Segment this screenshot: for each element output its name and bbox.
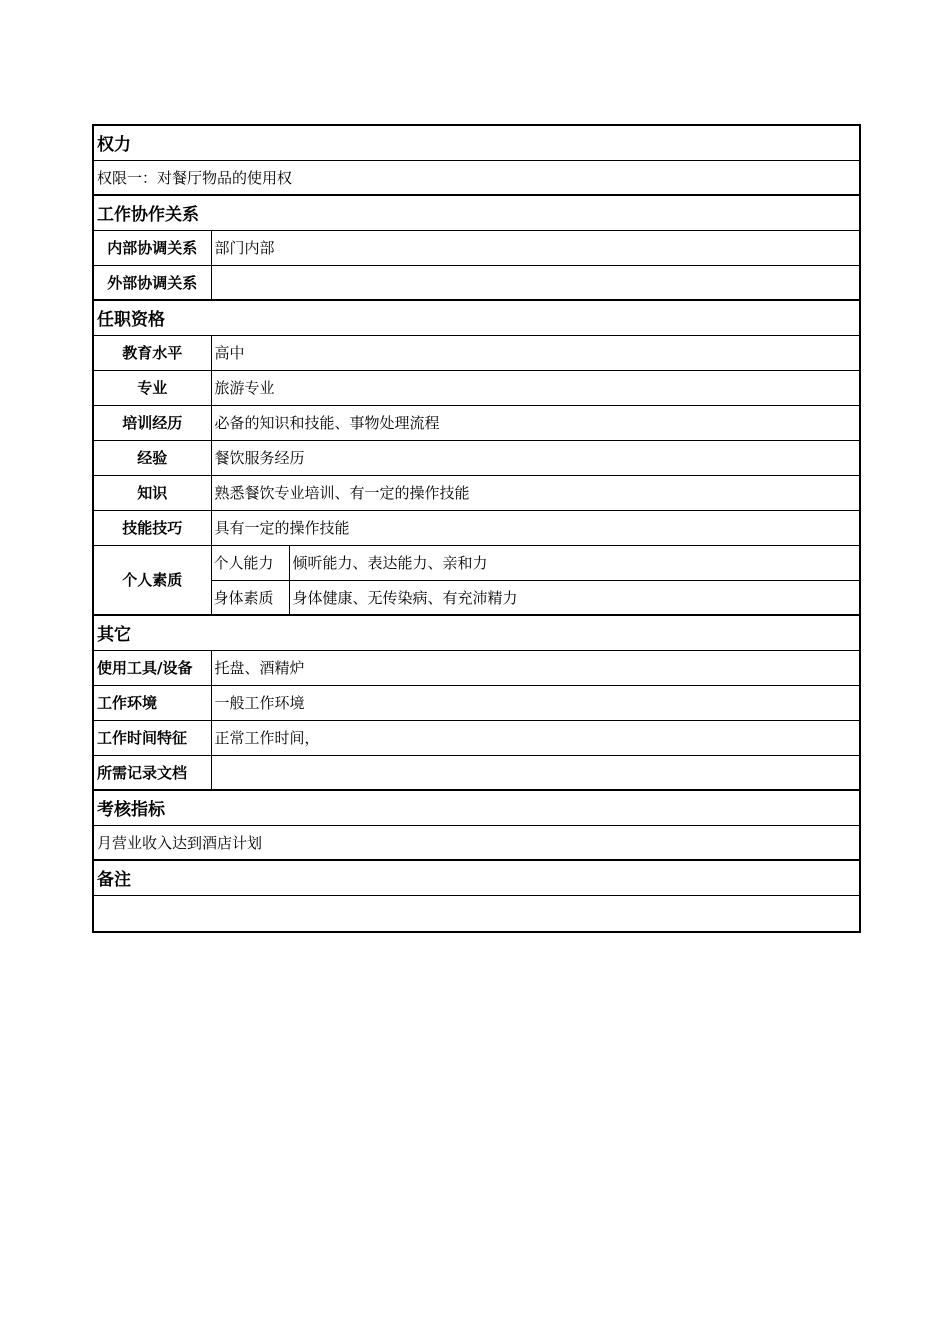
experience-value: 餐饮服务经历 xyxy=(211,440,860,475)
section-power-header xyxy=(93,125,860,160)
tools-value: 托盘、酒精炉 xyxy=(211,650,860,685)
personal-label: 个人素质 xyxy=(93,545,211,615)
ability-value: 倾听能力、表达能力、亲和力 xyxy=(289,545,860,580)
docs-label: 所需记录文档 xyxy=(93,755,211,790)
docs-value xyxy=(211,755,860,790)
education-row xyxy=(93,335,860,370)
external-value xyxy=(211,265,860,300)
section-title-relations: 工作协作关系 xyxy=(93,195,860,230)
time-value: 正常工作时间， xyxy=(211,720,860,755)
skills-value: 具有一定的操作技能 xyxy=(211,510,860,545)
major-label: 专业 xyxy=(93,370,211,405)
section-title-other: 其它 xyxy=(93,615,860,650)
tools-row xyxy=(93,650,860,685)
remarks-text xyxy=(93,895,860,932)
skills-row xyxy=(93,510,860,545)
training-value: 必备的知识和技能、事物处理流程 xyxy=(211,405,860,440)
section-title-assessment: 考核指标 xyxy=(93,790,860,825)
relations-internal-row xyxy=(93,230,860,265)
remarks-row xyxy=(93,895,860,932)
major-row xyxy=(93,370,860,405)
docs-row xyxy=(93,755,860,790)
knowledge-row xyxy=(93,475,860,510)
section-other-header xyxy=(93,615,860,650)
knowledge-label: 知识 xyxy=(93,475,211,510)
power-text: 权限一：对餐厅物品的使用权 xyxy=(93,160,860,195)
section-relations-header xyxy=(93,195,860,230)
power-row xyxy=(93,160,860,195)
training-row xyxy=(93,405,860,440)
job-table xyxy=(92,124,861,933)
external-label: 外部协调关系 xyxy=(93,265,211,300)
knowledge-value: 熟悉餐饮专业培训、有一定的操作技能 xyxy=(211,475,860,510)
education-label: 教育水平 xyxy=(93,335,211,370)
section-qualification-header xyxy=(93,300,860,335)
job-description-sheet xyxy=(92,124,859,933)
env-value: 一般工作环境 xyxy=(211,685,860,720)
internal-value: 部门内部 xyxy=(211,230,860,265)
assessment-text: 月营业收入达到酒店计划 xyxy=(93,825,860,860)
section-title-remarks: 备注 xyxy=(93,860,860,895)
assessment-row xyxy=(93,825,860,860)
time-row xyxy=(93,720,860,755)
time-label: 工作时间特征 xyxy=(93,720,211,755)
ability-label: 个人能力 xyxy=(211,545,289,580)
internal-label: 内部协调关系 xyxy=(93,230,211,265)
physical-label: 身体素质 xyxy=(211,580,289,615)
env-row xyxy=(93,685,860,720)
experience-row xyxy=(93,440,860,475)
section-title-power: 权力 xyxy=(93,125,860,160)
training-label: 培训经历 xyxy=(93,405,211,440)
physical-value: 身体健康、无传染病、有充沛精力 xyxy=(289,580,860,615)
experience-label: 经验 xyxy=(93,440,211,475)
skills-label: 技能技巧 xyxy=(93,510,211,545)
education-value: 高中 xyxy=(211,335,860,370)
section-title-qualification: 任职资格 xyxy=(93,300,860,335)
personal-ability-row xyxy=(93,545,860,580)
tools-label: 使用工具/设备 xyxy=(93,650,211,685)
section-assessment-header xyxy=(93,790,860,825)
env-label: 工作环境 xyxy=(93,685,211,720)
section-remarks-header xyxy=(93,860,860,895)
major-value: 旅游专业 xyxy=(211,370,860,405)
relations-external-row xyxy=(93,265,860,300)
